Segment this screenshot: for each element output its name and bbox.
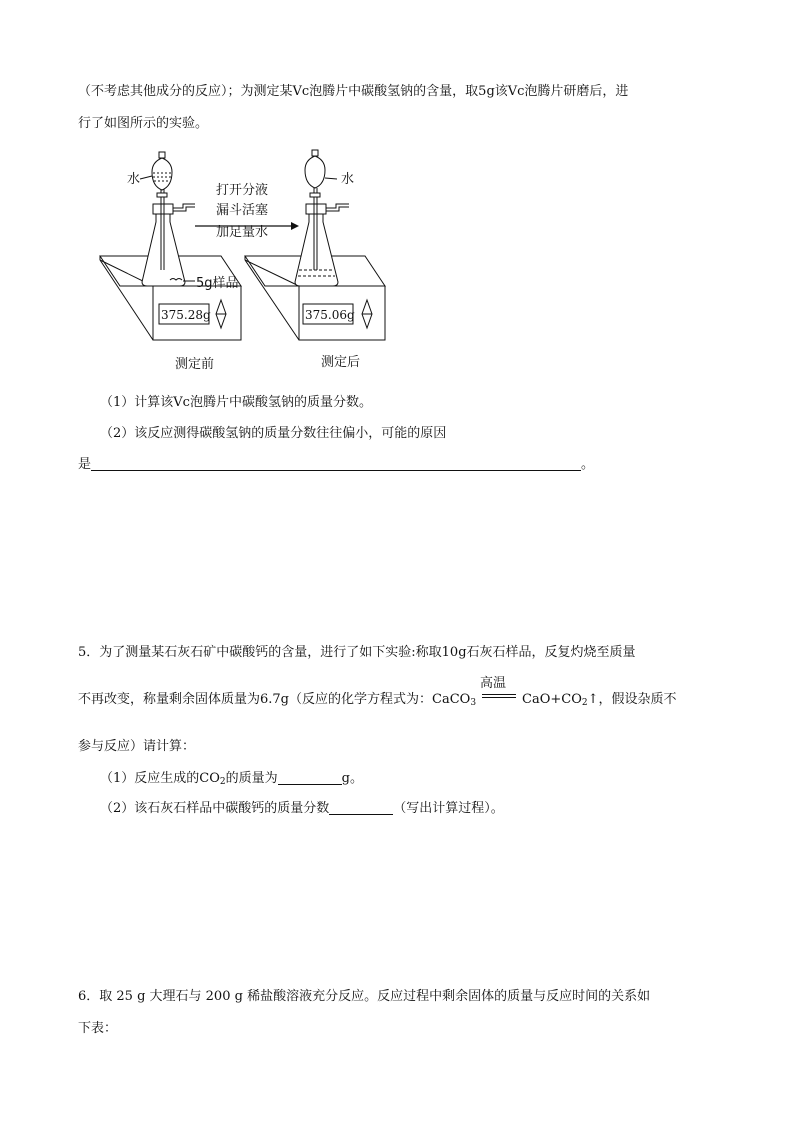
water-label-right: 水 [341,172,355,187]
q5-sub1-text-b: 的质量为 [225,771,278,786]
q4-sub2-suffix: 。 [581,457,595,472]
reading-before: 375.28g [161,308,211,322]
q4-intro-line1: （不考虑其他成分的反应）；为测定某Vc泡腾片中碳酸氢钠的含量，取5g该Vc泡腾片研磨后，进 [78,84,629,99]
q4-sub2-answer-line [78,456,594,474]
q5-line2-text-c: ↑，假设杂质不 [587,692,677,707]
q5-line2-text-b: CaO+CO [522,692,582,707]
q5-sub1-text-c: g。 [341,771,363,786]
arrow-text-2: 漏斗活塞 [216,203,269,218]
q5-line2-text-a: 不再改变，称量剩余固体质量为6.7g（反应的化学方程式为：CaCO [78,692,471,707]
q5-sub1 [100,770,363,788]
subscript: 3 [470,698,477,708]
arrow-text-1: 打开分液 [216,183,269,198]
subscript: 2 [219,777,226,787]
q4-sub2: （2）该反应测得碳酸氢钠的质量分数往往偏小，可能的原因 [100,426,447,441]
caption-after: 测定后 [321,355,361,370]
q5-sub2 [100,800,504,818]
answer-blank[interactable] [278,770,342,785]
q4-sub2-prefix: 是 [78,457,92,472]
reaction-condition [480,676,516,705]
q4-intro-line2: 行了如图所示的实验。 [78,116,209,131]
q6-line1: 6．取 25 g 大理石与 200 g 稀盐酸溶液充分反应。反应过程中剩余固体的质量与反应时间的关系如 [78,989,651,1004]
experiment-figure [95,148,395,378]
subscript: 2 [581,698,588,708]
water-label-left: 水 [127,172,141,187]
q5-sub2-text-b: （写出计算过程）。 [393,801,504,816]
q4-sub1: （1）计算该Vc泡腾片中碳酸氢钠的质量分数。 [100,395,372,410]
q5-line1: 5．为了测量某石灰石矿中碳酸钙的含量，进行了如下实验:称取10g石灰石样品，反复灼烧至质量 [78,645,636,660]
reading-after: 375.06g [305,308,355,322]
answer-blank[interactable] [91,456,581,471]
arrow-text-3: 加足量水 [216,225,269,240]
q5-line2 [78,676,677,709]
q5-sub1-text-a: （1）反应生成的CO [100,771,220,786]
q5-line3: 参与反应）请计算： [78,739,196,754]
q5-sub2-text-a: （2）该石灰石样品中碳酸钙的质量分数 [100,801,330,816]
sample-label: 5g样品 [196,276,239,291]
reaction-condition-label: 高温 [480,676,507,691]
caption-before: 测定前 [175,357,215,372]
answer-blank[interactable] [329,800,393,815]
q6-line2: 下表： [78,1021,118,1036]
